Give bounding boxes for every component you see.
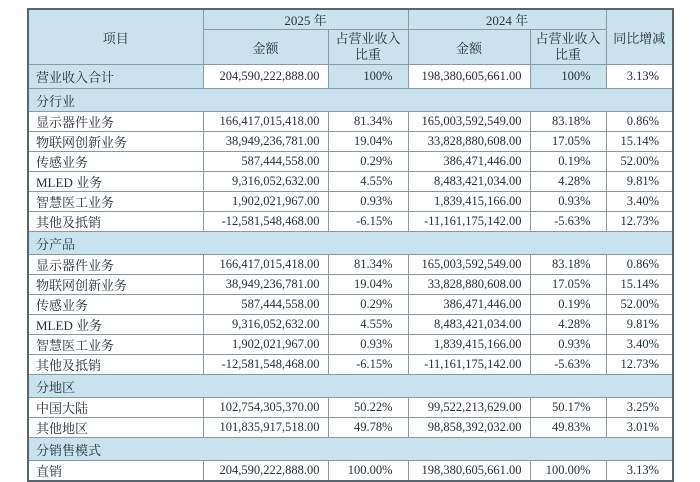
header-cell-year-2024: 2024 年	[408, 9, 606, 30]
cell-share-2025: 19.04%	[328, 132, 408, 152]
cell-yoy: 0.86%	[606, 255, 673, 275]
cell-label: 其他地区	[28, 418, 203, 438]
table-row	[28, 172, 673, 192]
table-row	[28, 418, 673, 438]
cell-label: 其他及抵销	[28, 355, 203, 375]
cell-yoy: 0.86%	[606, 112, 673, 132]
total-amount-2024: 198,380,605,661.00	[408, 65, 530, 89]
table-row	[28, 295, 673, 315]
cell-label: 传感业务	[28, 152, 203, 172]
cell-label: 传感业务	[28, 295, 203, 315]
cell-amount-2025: 38,949,236,781.00	[203, 132, 328, 152]
cell-yoy: 3.40%	[606, 335, 673, 355]
cell-amount-2024: 386,471,446.00	[408, 152, 530, 172]
table-row	[28, 315, 673, 335]
cell-share-2024: 0.19%	[530, 152, 606, 172]
cell-share-2024: 83.18%	[530, 112, 606, 132]
cell-share-2024: 0.93%	[530, 335, 606, 355]
cell-amount-2024: 1,839,415,166.00	[408, 192, 530, 212]
cell-share-2025: 81.34%	[328, 112, 408, 132]
cell-amount-2025: -12,581,548,468.00	[203, 355, 328, 375]
cell-amount-2024: 165,003,592,549.00	[408, 255, 530, 275]
cell-label: 智慧医工业务	[28, 335, 203, 355]
cell-yoy: 52.00%	[606, 152, 673, 172]
cell-share-2024: -5.63%	[530, 212, 606, 232]
cell-label: 物联网创新业务	[28, 132, 203, 152]
total-yoy: 3.13%	[606, 65, 673, 89]
cell-share-2024: 83.18%	[530, 255, 606, 275]
cell-amount-2025: 587,444,558.00	[203, 152, 328, 172]
cell-label: 显示器件业务	[28, 112, 203, 132]
cell-share-2024: 4.28%	[530, 172, 606, 192]
table-row	[28, 355, 673, 375]
cell-amount-2025: 1,902,021,967.00	[203, 192, 328, 212]
total-amount-2025: 204,590,222,888.00	[203, 65, 328, 89]
table-row	[28, 255, 673, 275]
cell-label: 其他及抵销	[28, 212, 203, 232]
cell-label: MLED 业务	[28, 172, 203, 192]
cell-share-2025: 0.93%	[328, 192, 408, 212]
cell-share-2024: 0.93%	[530, 192, 606, 212]
header-cell-yoy: 同比增减	[606, 9, 673, 65]
header-cell-year-2025: 2025 年	[203, 9, 408, 30]
cell-amount-2024: 8,483,421,034.00	[408, 172, 530, 192]
section-row-by-sales-model	[28, 438, 673, 461]
header-row-years	[28, 9, 673, 30]
cell-amount-2025: 102,754,305,370.00	[203, 398, 328, 418]
cell-share-2024: 0.19%	[530, 295, 606, 315]
cell-share-2024: 100.00%	[530, 461, 606, 482]
cell-yoy: 3.25%	[606, 398, 673, 418]
cell-label: 中国大陆	[28, 398, 203, 418]
cell-yoy: 9.81%	[606, 315, 673, 335]
cell-label: 智慧医工业务	[28, 192, 203, 212]
cell-amount-2024: 198,380,605,661.00	[408, 461, 530, 482]
table-row	[28, 275, 673, 295]
cell-share-2024: 50.17%	[530, 398, 606, 418]
cell-yoy: 3.13%	[606, 461, 673, 482]
table-row	[28, 132, 673, 152]
total-revenue-row	[28, 65, 673, 89]
cell-amount-2025: 166,417,015,418.00	[203, 112, 328, 132]
cell-share-2025: 50.22%	[328, 398, 408, 418]
table-row	[28, 192, 673, 212]
header-cell-share-2024	[530, 30, 606, 65]
cell-share-2024: -5.63%	[530, 355, 606, 375]
cell-amount-2024: 1,839,415,166.00	[408, 335, 530, 355]
section-row-by-region	[28, 375, 673, 398]
cell-share-2025: -6.15%	[328, 212, 408, 232]
cell-yoy: 3.40%	[606, 192, 673, 212]
total-share-2025: 100%	[328, 65, 408, 89]
cell-label: 物联网创新业务	[28, 275, 203, 295]
cell-share-2025: -6.15%	[328, 355, 408, 375]
section-row-by-product	[28, 232, 673, 255]
cell-share-2025: 0.93%	[328, 335, 408, 355]
cell-label: 直销	[28, 461, 203, 482]
cell-amount-2025: 101,835,917,518.00	[203, 418, 328, 438]
cell-amount-2024: 99,522,213,629.00	[408, 398, 530, 418]
cell-share-2025: 4.55%	[328, 172, 408, 192]
cell-share-2025: 81.34%	[328, 255, 408, 275]
cell-amount-2025: 587,444,558.00	[203, 295, 328, 315]
cell-amount-2024: 8,483,421,034.00	[408, 315, 530, 335]
section-row-by-industry	[28, 89, 673, 112]
cell-amount-2024: 33,828,880,608.00	[408, 275, 530, 295]
header-cell-amount-2024: 金额	[408, 30, 530, 65]
cell-amount-2024: -11,161,175,142.00	[408, 212, 530, 232]
cell-yoy: 12.73%	[606, 212, 673, 232]
cell-amount-2024: 98,858,392,032.00	[408, 418, 530, 438]
cell-amount-2025: 204,590,222,888.00	[203, 461, 328, 482]
cell-amount-2024: -11,161,175,142.00	[408, 355, 530, 375]
cell-share-2025: 100.00%	[328, 461, 408, 482]
cell-share-2024: 17.05%	[530, 275, 606, 295]
table-row	[28, 212, 673, 232]
cell-label: MLED 业务	[28, 315, 203, 335]
cell-yoy: 3.01%	[606, 418, 673, 438]
header-share-2024-text: 占营业收入比重	[535, 31, 601, 62]
table-row	[28, 461, 673, 482]
table-row	[28, 335, 673, 355]
section-title-by-product: 分产品	[28, 232, 673, 255]
cell-amount-2025: 1,902,021,967.00	[203, 335, 328, 355]
cell-share-2025: 0.29%	[328, 295, 408, 315]
cell-amount-2024: 386,471,446.00	[408, 295, 530, 315]
cell-amount-2024: 33,828,880,608.00	[408, 132, 530, 152]
total-label: 营业收入合计	[28, 65, 203, 89]
cell-label: 显示器件业务	[28, 255, 203, 275]
cell-amount-2025: -12,581,548,468.00	[203, 212, 328, 232]
section-title-by-industry: 分行业	[28, 89, 673, 112]
section-title-by-region: 分地区	[28, 375, 673, 398]
cell-amount-2024: 165,003,592,549.00	[408, 112, 530, 132]
cell-share-2024: 49.83%	[530, 418, 606, 438]
cell-yoy: 15.14%	[606, 275, 673, 295]
total-share-2024: 100%	[530, 65, 606, 89]
cell-yoy: 12.73%	[606, 355, 673, 375]
table-row	[28, 152, 673, 172]
header-cell-amount-2025: 金额	[203, 30, 328, 65]
cell-share-2025: 19.04%	[328, 275, 408, 295]
cell-share-2025: 49.78%	[328, 418, 408, 438]
table-row	[28, 112, 673, 132]
revenue-breakdown-table	[27, 8, 674, 482]
cell-share-2024: 17.05%	[530, 132, 606, 152]
cell-amount-2025: 9,316,052,632.00	[203, 172, 328, 192]
cell-share-2025: 4.55%	[328, 315, 408, 335]
table-row	[28, 398, 673, 418]
header-cell-item: 项目	[28, 9, 203, 65]
cell-amount-2025: 9,316,052,632.00	[203, 315, 328, 335]
cell-share-2024: 4.28%	[530, 315, 606, 335]
header-share-2025-text: 占营业收入比重	[335, 31, 401, 62]
cell-amount-2025: 38,949,236,781.00	[203, 275, 328, 295]
header-cell-share-2025	[328, 30, 408, 65]
cell-yoy: 9.81%	[606, 172, 673, 192]
cell-share-2025: 0.29%	[328, 152, 408, 172]
section-title-by-sales-model: 分销售模式	[28, 438, 673, 461]
cell-yoy: 15.14%	[606, 132, 673, 152]
cell-yoy: 52.00%	[606, 295, 673, 315]
cell-amount-2025: 166,417,015,418.00	[203, 255, 328, 275]
